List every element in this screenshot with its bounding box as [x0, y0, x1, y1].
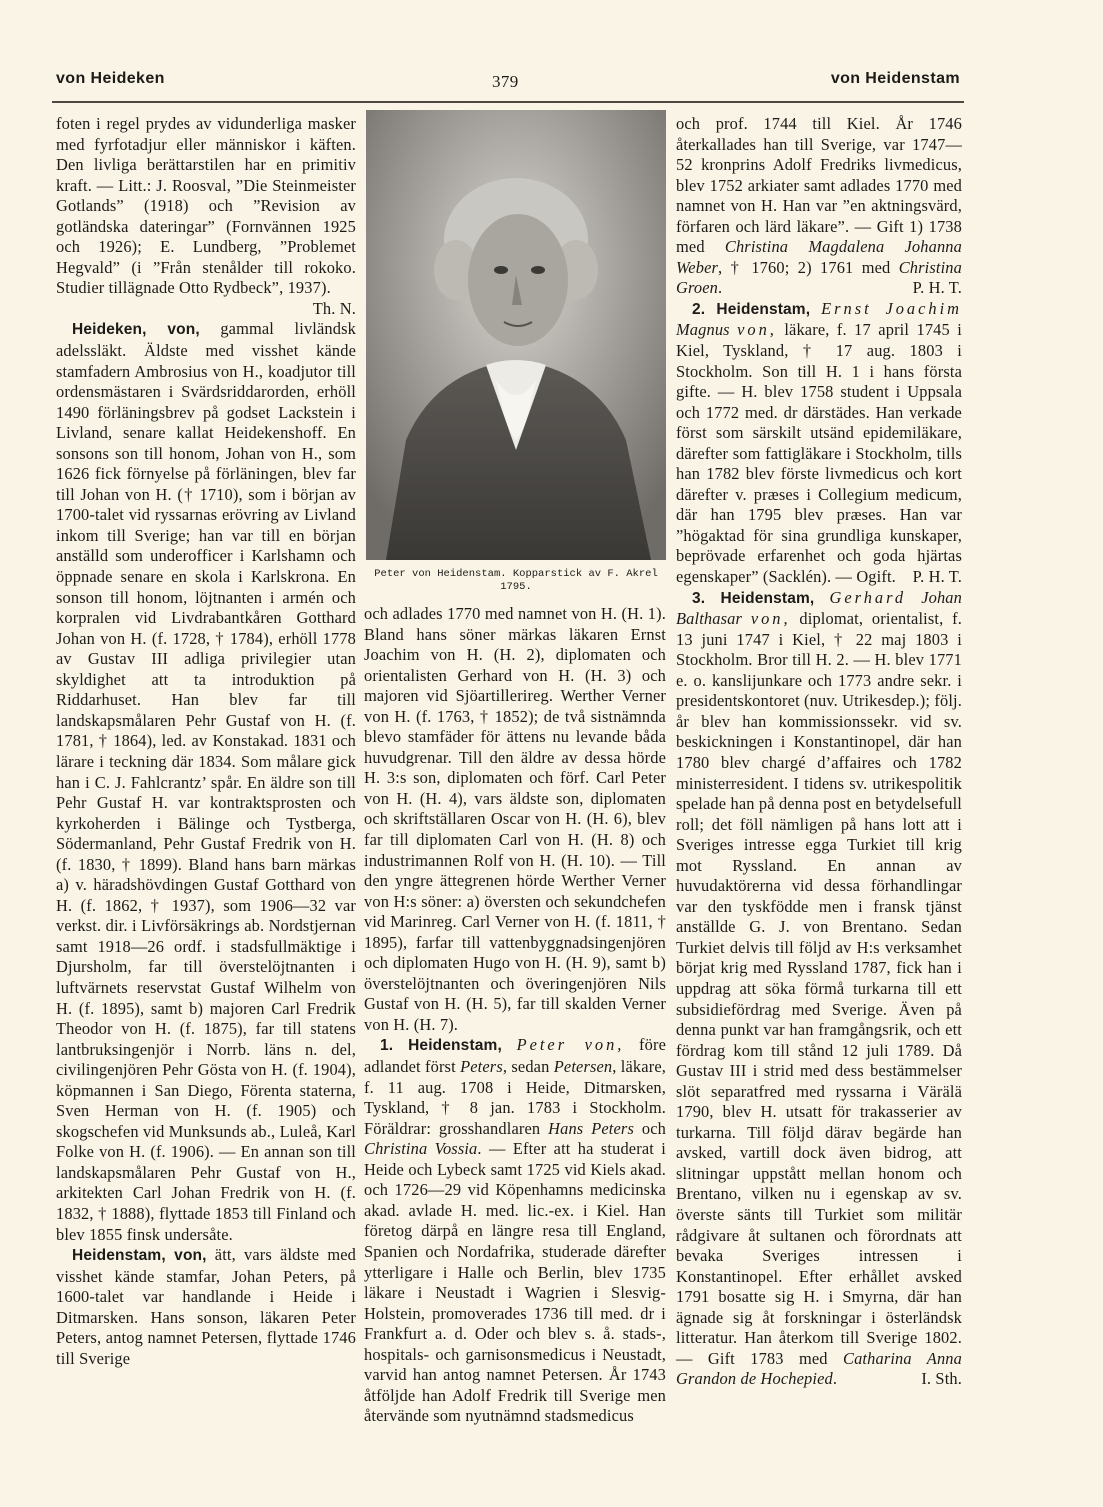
paragraph: [676, 588, 962, 1390]
text-run: , läkare, f. 11 aug. 1708 i Heide, Ditmarsken, Tyskland, † 8 jan. 1783 i Stockholm. Föräldrar: grosshandlaren: [364, 1057, 666, 1138]
paragraph: [56, 1245, 356, 1369]
paragraph: [676, 299, 962, 588]
author-signature: P. H. T.: [912, 278, 962, 298]
paragraph: [364, 604, 666, 1035]
column-right: [676, 114, 962, 1390]
text-run: före adlandet först: [364, 1035, 667, 1077]
italic-name: Christina Vossia: [364, 1139, 478, 1159]
author-signature: P. H. T.: [912, 567, 962, 587]
author-signature: I. Sth.: [921, 1369, 962, 1389]
italic-name: Petersen: [553, 1057, 613, 1077]
italic-name: Hans Peters: [548, 1118, 634, 1138]
italic-name: Johan Balthasar: [676, 587, 962, 629]
italic-name: Magnus: [676, 320, 730, 340]
text-run: och adlades 1770 med namnet von H. (H. 1). Bland hans söner märkas läkaren Ernst Joachim von H. (H. 2), diplomaten och orientalisten Gerhard von H. (H. 3) och majoren vid Sjöartillerireg. Werther Verner von H. (f. 1763, † 1852); de två sistnämnda blevo stamfäder för ättens nu levande båda huvudgrenar. Till den äldre av dessa hörde H. 3:s son, diplomaten och förf. Carl Peter von H. (H. 4), vars äldste son, diplomaten och skriftställaren Oscar von H. (H. 6), blev far till diplomaten Carl von H. (H. 8) och industrimannen Rolf von H. (H. 10). — Till den yngre ättegrenen hörde Werther Verner von H:s söner: a) översten och sekundchefen vid Marinreg. Carl Verner von H. (f. 1811, † 1895), farfar till vattenbyggnadsingenjören och diplomaten Hugo von H. (H. 9), samt b) överstelöjtnanten och överingenjören Nils Gustaf von H. (H. 5), far till skalden Verner von H. (H. 7).: [364, 604, 666, 1034]
italic-name: Peter von,: [516, 1035, 625, 1055]
running-head-right: von Heidenstam: [830, 70, 960, 87]
italic-name: Peters: [460, 1057, 503, 1077]
paragraph: [676, 114, 962, 299]
text-run: och prof. 1744 till Kiel. År 1746 återkallades han till Sverige, var 1747—52 kronprins Adolf Fredriks livmedicus, blev 1752 arkiater samt adlades 1770 med namnet von H. Han var ”en aktningsvärd, förfaren och lärd läkare”. — Gift 1) 1738 med: [676, 114, 962, 257]
column-middle: [364, 604, 666, 1427]
paragraph: [56, 319, 356, 1245]
running-head-left: von Heideken: [56, 70, 165, 87]
entry-heading: 1. Heidenstam,: [380, 1037, 502, 1055]
italic-name: Christina Magdalena Johanna Weber: [676, 237, 962, 277]
column-left: [56, 114, 356, 1369]
text-run: läkare, f. 17 april 1745 i Kiel, Tyskland, † 17 aug. 1803 i Stockholm. Son till H. 1 i hans första gifte. — H. blev 1758 student i Uppsala och 1772 med. dr därstädes. Han verkade först som särskilt utsänd epidemiläkare, därefter som fattigläkare i Stockholm, tills han 1782 blev förste livmedicus och kort därefter v. præses i Collegium medicum, där han 1795 blev præses. Han var ”högaktad för sina grundliga kunskaper, beprövade erfarenhet och goda hjärtas egenskaper” (Sacklén). — Ogift.: [676, 320, 962, 587]
text-run: foten i regel prydes av vidunderliga masker med fyrfotadjur eller människor i käften. Den livliga berättarstilen har en primitiv kraft. — Litt.: J. Roosval, ”Die Steinmeister Gotlands” (1918) och ”Revision av gotländska dateringar” (Fornvännen 1925 och 1926); E. Lundberg, ”Problemet Hegvald” (i ”Från stenålder till rokoko. Studier tillägnade Otto Rydbeck”, 1937).: [56, 114, 356, 298]
text-run: [906, 588, 921, 607]
text-run: .: [718, 278, 723, 298]
text-run: . — Efter att ha studerat i Heide och Lybeck samt 1725 vid Kiels akad. och 1726—29 vid Köpenhamns medicinska akad. avlade H. med. lic.-ex. i Kiel. Han företog därpå en längre resa till England, Spanien och Nordafrika, studerade därefter ytterligare i Halle och Berlin, blev 1735 läkare i Neustadt i Wagrien i Slesvig-Holstein, promoverades 1736 till med. dr i Frankfurt a. d. Oder och blev s. å. stads-, hospitals- och garnisonsmedicus i Neustadt, varvid han antog namnet Petersen. År 1743 åtföljde han Adolf Fredrik till Sverige men återvände som nyutnämnd stadsmedicus: [364, 1139, 666, 1426]
portrait-caption: Peter von Heidenstam. Kopparstick av F. Akrel 1795.: [374, 568, 658, 593]
text-run: [814, 588, 829, 607]
header-rule: [52, 101, 964, 103]
author-signature: Th. N.: [312, 298, 356, 318]
text-run: , sedan: [502, 1057, 554, 1077]
italic-name: von,: [750, 609, 791, 629]
text-run: och: [633, 1118, 666, 1138]
text-run: ätt, vars äldste med visshet kände stamfar, Johan Peters, på 1600-talet var handlande i Heide i Ditmarsken. Hans sonson, läkaren Peter Peters, antog namnet Petersen, flyttade 1746 till Sverige: [56, 1245, 356, 1368]
text-run: [742, 609, 751, 628]
entry-heading: 3. Heidenstam,: [692, 589, 815, 607]
italic-name: Catharina Anna Grandon de Hochepied: [676, 1348, 962, 1389]
text-run: diplomat, orientalist, f. 13 juni 1747 i Kiel, † 22 maj 1803 i Stockholm. Bror till H. 2. — H. blev 1771 e. o. kanslijunkare och 1773 andre sekr. i presidentskontoret (nuv. Utrikesdep.); följ. år blev han kommissionssekr. vid sv. beskickningen i Konstantinopel, där han 1780 blev chargé d’affaires och 1782 ministerresident. I tidens sv. utrikespolitik spelade han på denna post en betydelsefull roll; det föll nämligen på hans lott att i Sveriges intresse egga Turkiet till krig mot Ryssland. En annan av huvudaktörerna vid dessa förhandlingar var den tyskfödde men i fransk tjänst anställde G. J. von Brentano. Sedan Turkiet delvis till följd av H:s verksamhet börjat krig med Ryssland 1787, fick han i uppdrag att söka förmå turkarna till ett subsidiefördrag med Sverige. Även på denna punkt var han framgångsrik, och ett fördrag kom till stånd 12 juli 1789. Då Gustav III i strid med dess bestämmelser slöt separatfred med ryssarna i Värälä 1790, blev H. utsatt för trakasserier av turkarna. Till följd därav begärde han avsked, vartill dock även bidrog, att slitningar uppstått mellan honom och Brentano, vilken nu i egenskap av sv. överste sänts till Turkiet som militär rådgivare åt sultanen och förordnats att bevaka Sveriges intressen i Konstantinopel. Efter erhållet avsked 1791 bosatte sig H. i Smyrna, där han ägnade sig åt forskningar i österländsk litteratur. Han återkom till Sverige 1802. — Gift 1783 med: [676, 609, 963, 1368]
entry-heading: 2. Heidenstam,: [692, 300, 811, 318]
entry-heading: Heideken, von,: [72, 321, 200, 339]
italic-name: von,: [737, 320, 777, 340]
paragraph: [56, 114, 356, 319]
portrait-engraving: [366, 110, 666, 560]
paragraph: [364, 1035, 666, 1426]
italic-name: Christina Groen: [676, 257, 962, 298]
text-run: gammal livländsk adelssläkt. Äldste med visshet kände stamfadern Ambrosius von H., koadjutor till ordensmästaren i Svärdsriddarorden, erhöll 1490 förläningsbrev på godset Lackstein i Livland, senare kallat Heidekenshoff. En sonsons son till honom, Johan von H., som 1626 fick förnyelse på förläningen, blev far till Johan von H. († 1710), som i början av 1700-talet vid ryssarnas erövring av Livland inkom till Sverige; han var till en början anställd som underofficer i Karlshamn och öppnade senare en skola i Karlskrona. En sonson till honom, löjtnanten i armén och korpralen vid Livdrabantkåren Gotthard Johan von H. (f. 1728, † 1784), erhöll 1778 av Gustav III adliga privilegier utan skyldighet att ta introduktion på Riddarhuset. Han blev far till landskapsmålaren Pehr Gustaf von H. (f. 1781, † 1864), led. av Konstakad. 1831 och lärare i teckning där 1834. Som målare gick han i C. J. Fahlcrantz’ spår. En äldre son till Pehr Gustaf H. var kontraktsprosten och kyrkoherden i Bälinge och Tystberga, Södermanland, Pehr Gustaf Fredrik von H. (f. 1830, † 1899). Bland hans barn märkas a) v. häradshövdingen Gustaf Gotthard von H. (f. 1862, † 1937), som 1906—32 var verkst. dir. i Livförsäkrings ab. Nordstjernan samt 1918—26 ordf. i stadsfullmäktige i Djursholm, far till överstelöjtnanten i luftvärnets reservstat Gustaf Wilhelm von H. (f. 1895), samt b) majoren Carl Fredrik Theodor von H. (f. 1875), far till statens lantbruksingenjör i Norrb. läns n. del, civilingenjören Pehr Gösta von H. (f. 1904), köpmannen i San Diego, Förenta staterna, Sven Herman von H. (f. 1905) och skogschefen vid Munksunds ab., Luleå, Karl Folke von H. (f. 1906). — En annan son till landskapsmålaren Pehr Gustaf von H., arkitekten Carl Johan Fredrik von H. (f. 1832, † 1888), flyttade 1853 till Finland och blev 1855 finsk undersåte.: [56, 319, 356, 1244]
italic-name: Ernst Joachim: [821, 298, 962, 318]
text-run: [810, 299, 821, 318]
italic-name: Gerhard: [829, 587, 907, 607]
text-run: , † 1760; 2) 1761 med: [718, 257, 899, 277]
page-number: 379: [492, 72, 519, 91]
text-run: .: [832, 1369, 838, 1389]
entry-heading: Heidenstam, von,: [72, 1247, 207, 1265]
text-run: [502, 1035, 517, 1054]
